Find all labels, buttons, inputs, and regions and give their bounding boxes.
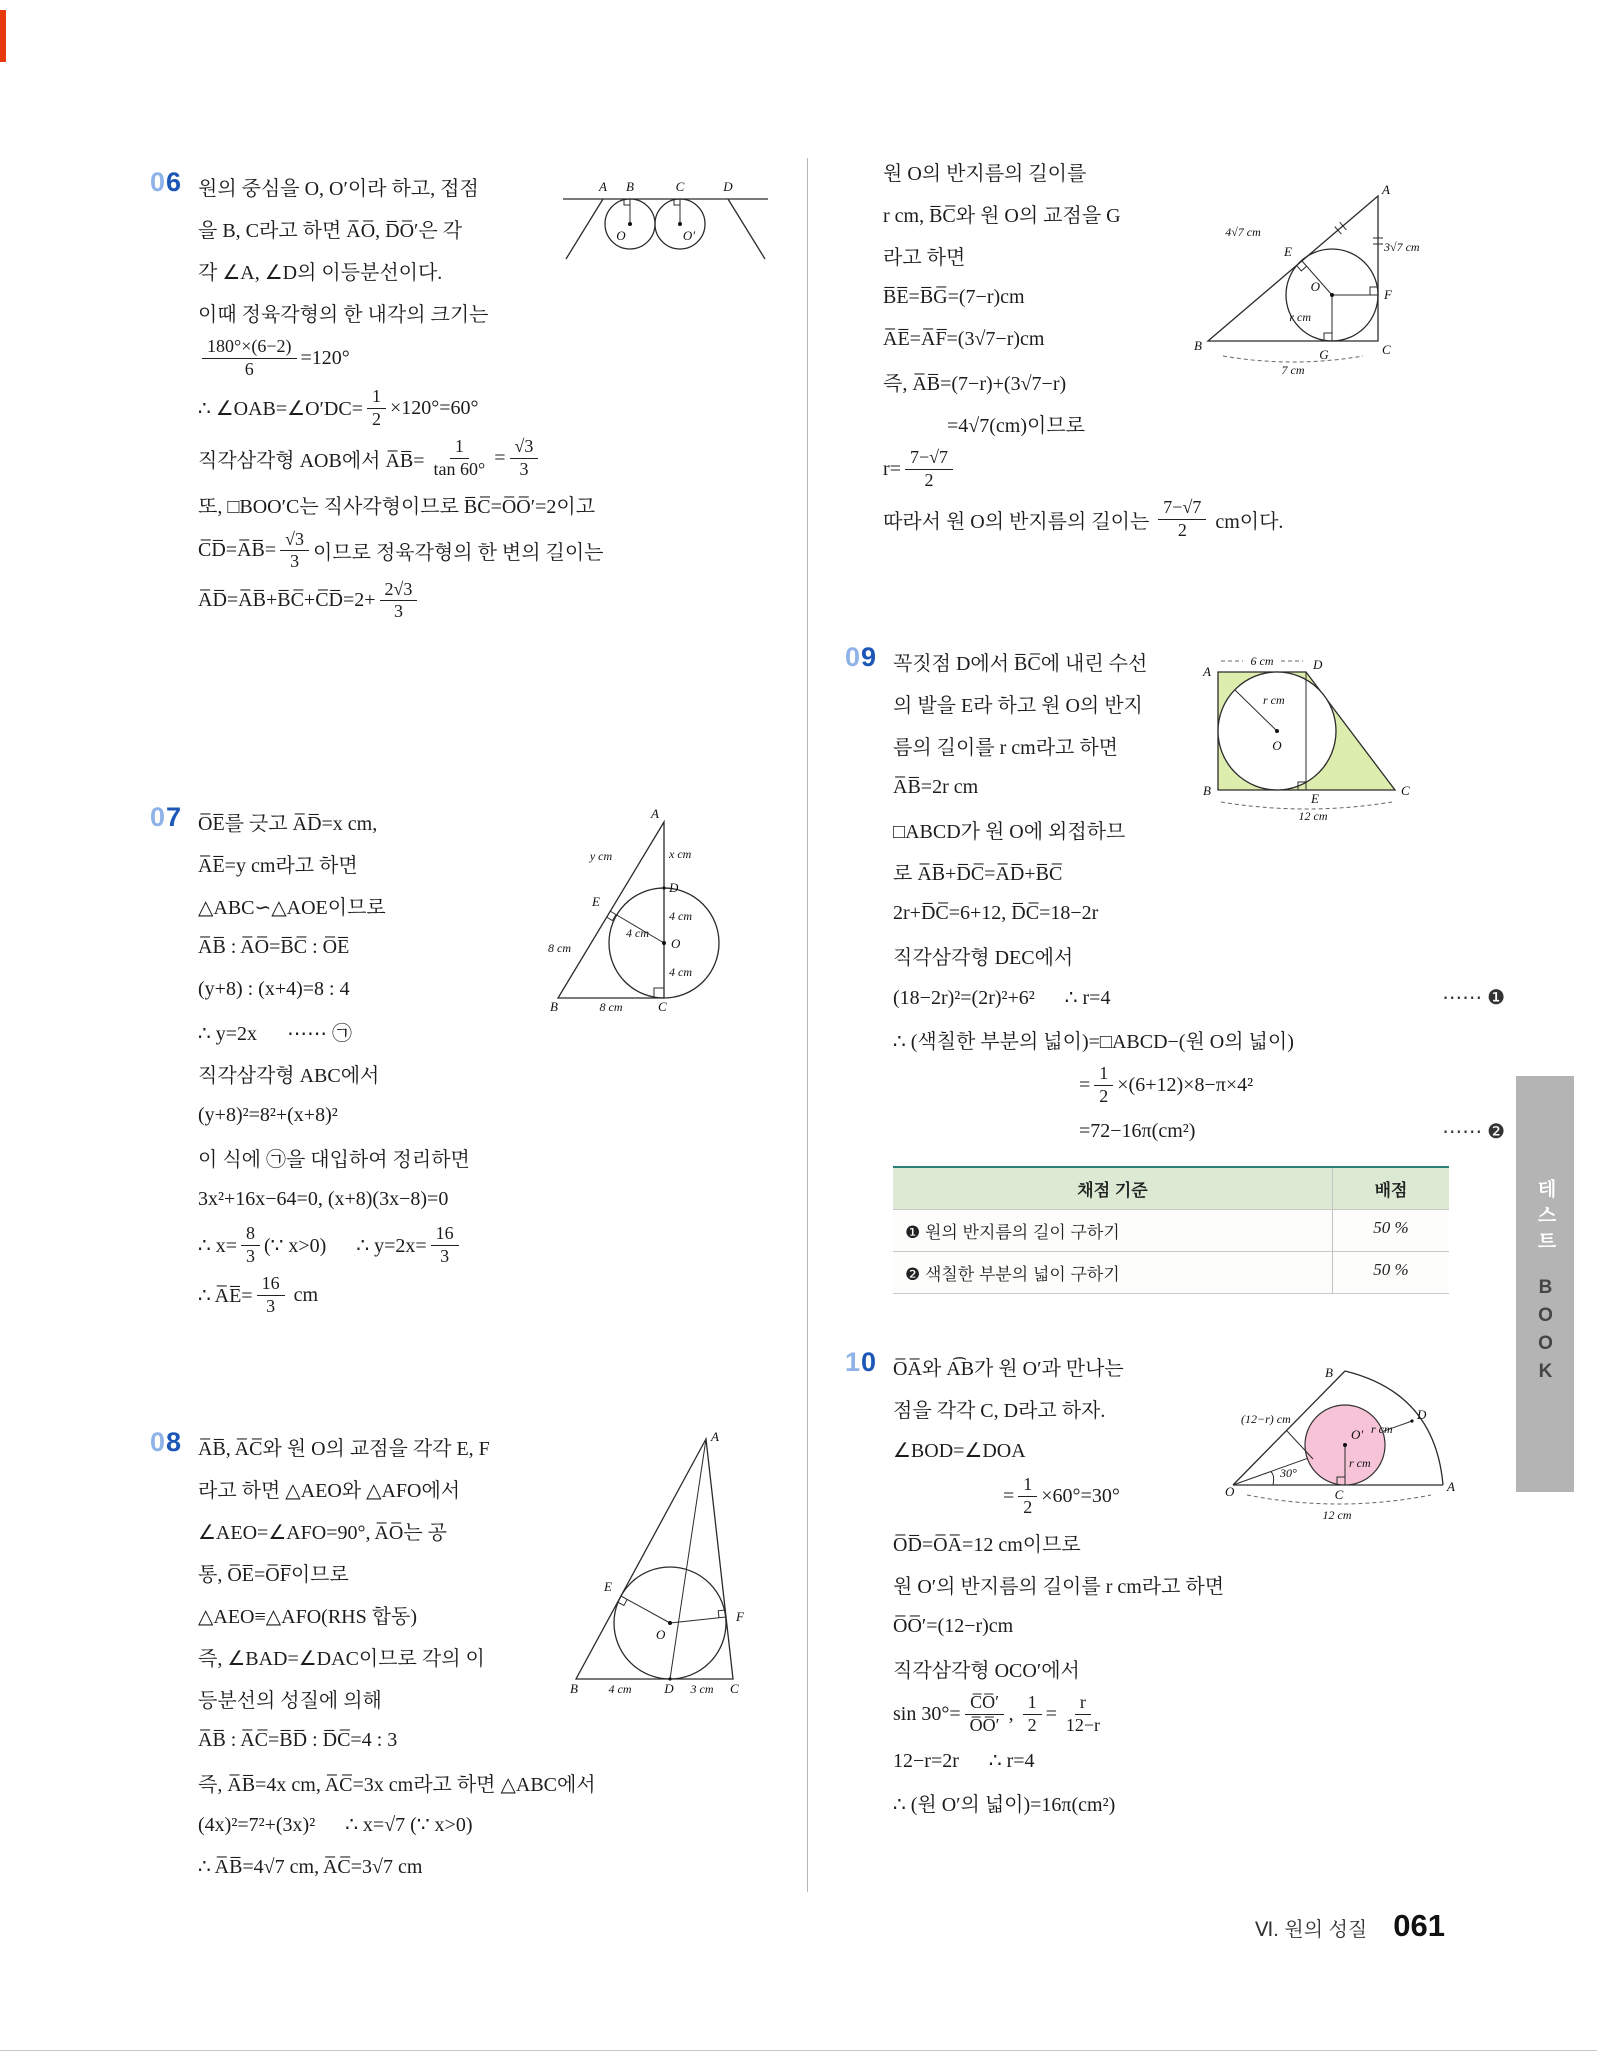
solution-line: 꼭짓점 D에서 B̅C̅에 내린 수선 [893,652,1148,675]
solution-line: = $\frac{1}{2}$ ×(6+12)×8−π×4² [1079,1063,1254,1106]
solution-line: sin 30°= $\frac{C̅O̅'}{O̅O̅'}$ , $\frac{1}{2}$ = $\frac{r}{12-r}$ [893,1689,1505,1739]
solution-line: 직각삼각형 ABC에서 [198,1064,380,1087]
problem-08-continued [845,150,1505,544]
diagram-label: F [736,1609,744,1624]
problem-number [150,167,182,198]
solution-line: A̅B̅, A̅C̅와 원 O의 교점을 각각 E, F [198,1437,490,1460]
fraction: $\frac{16}{3}$ [257,1273,285,1317]
diagram-label: E [1284,244,1292,259]
solution-line: 각 ∠A, ∠D의 이등분선이다. [198,261,443,284]
solution-line: ∴ ∠OAB=∠O′DC= $\frac{1}{2}$ ×120°=60° [198,386,479,429]
diagram-label: y cm [589,849,613,863]
diagram-label: 12 cm [1298,809,1328,823]
solution-line: 등분선의 성질에 의해 [198,1689,382,1712]
solution-line: 라고 하면 △AEO와 △AFO에서 [198,1479,461,1502]
fraction: $\frac{√3}{3}$ [510,436,539,480]
diagram-label: C [1382,342,1391,357]
solution-line: 직각삼각형 AOB에서 A̅B̅= $\frac{1}{\tan 60^\circ}$ = $\frac{√3}{3}$ [198,433,800,483]
footer-page-number: 061 [1393,1908,1445,1943]
solution-line: 을 B, C라고 하면 A̅O̅, D̅O̅′은 각 [198,219,463,242]
solution-line: 라고 하면 [883,246,966,269]
solution-line: 직각삼각형 OCO′에서 [893,1659,1080,1682]
diagram-label: 7 cm [1281,363,1305,377]
problem-number-digit: 8 [166,1427,183,1457]
solution-line: ∠AEO=∠AFO=90°, A̅O̅는 공 [198,1521,447,1544]
grading-table-header [893,1166,1449,1210]
problem-10 [845,1345,1505,1823]
grading-table-row [893,1210,1449,1252]
grading-table [893,1166,1449,1294]
problem-number-digit: 0 [150,167,167,197]
page-edge-accent [0,10,6,62]
diagram-label: O [1225,1484,1235,1499]
solution-line: 또, □BOO′C는 직사각형이므로 B̅C̅=O̅O̅′=2이고 [198,496,596,519]
solution-line: 이때 정육각형의 한 내각의 크기는 [198,303,489,326]
solution-line: =72−16π(cm²) ⋯⋯ ❷ [1079,1119,1505,1143]
solution-line: 즉, A̅B̅=4x cm, A̅C̅=3x cm라고 하면 △ABC에서 [198,1773,596,1796]
fraction: $\frac{1}{2}$ [1023,1692,1042,1736]
fraction: $\frac{1}{2}$ [1094,1063,1113,1107]
solution-line: O̅D̅=O̅A̅=12 cm이므로 [893,1533,1081,1556]
diagram-label: F [1384,287,1392,302]
problem-number [845,642,877,673]
solution-line: △AEO≡△AFO(RHS 합동) [198,1605,418,1628]
diagram-label: O [1272,738,1282,753]
diagram-label: O [616,228,626,243]
solution-line: = $\frac{1}{2}$ ×60°=30° [1003,1474,1120,1517]
diagram-label: 3 cm [690,1682,714,1696]
page-bottom-rule [0,2050,1597,2051]
page-footer [900,1908,1445,1944]
diagram-label: A [1447,1479,1455,1494]
grading-table-cell: 50 % [1332,1210,1449,1251]
diagram-label: 8 cm [599,1000,623,1014]
problem-08 [150,1425,800,1887]
diagram-label: B [1203,783,1211,798]
solution-line: (18−2r)²=(2r)²+6² ∴ r=4 ⋯⋯ ❶ [893,986,1505,1009]
diagram-10 [1225,1363,1460,1543]
solution-line: (y+8)²=8²+(x+8)² [198,1103,338,1126]
solution-line: 로 A̅B̅+D̅C̅=A̅D̅+B̅C̅ [893,862,1063,885]
fraction: $\frac{1}{2}$ [367,386,386,430]
problem-number-digit: 0 [845,642,862,672]
diagram-06 [558,169,773,269]
problem-number [150,1427,182,1458]
grading-table-header-cell: 채점 기준 [1077,1181,1148,1201]
diagram-label: C [1334,1487,1344,1502]
diagram-label: 6 cm [1250,654,1274,668]
diagram-label: B [626,179,634,194]
diagram-label: r cm [1371,1422,1393,1436]
solution-line: A̅E̅=y cm라고 하면 [198,854,358,877]
solution-line: ∴ A̅E̅= $\frac{16}{3}$ cm [198,1273,318,1316]
diagram-label: E [592,894,600,909]
diagram-label: 8 cm [548,941,571,955]
solution-line: 직각삼각형 DEC에서 [893,946,1074,969]
solution-line: 따라서 원 O의 반지름의 길이는 $\frac{7-√7}{2}$ cm이다. [883,497,1284,540]
solution-line: A̅B̅ : A̅O̅=B̅C̅ : O̅E̅ [198,935,350,958]
solution-line: 름의 길이를 r cm라고 하면 [893,736,1118,759]
fraction: $\frac{C̅O̅'}{O̅O̅'}$ [965,1692,1005,1736]
diagram-label: C [675,179,685,194]
solution-line: 원 O의 반지름의 길이를 [883,162,1087,185]
solution-line: 이 식에 ㉠을 대입하여 정리하면 [198,1148,470,1171]
diagram-07 [546,806,776,1021]
diagram-label: 4 cm [669,909,692,923]
solution-line: O̅A̅와 A͡B가 원 O′과 만나는 [893,1357,1124,1380]
diagram-label: O′ [1351,1427,1364,1442]
problem-number-digit: 1 [845,1347,862,1377]
diagram-label: D [669,880,679,895]
problem-number-digit: 0 [150,802,167,832]
problem-number-digit: 7 [166,802,183,832]
solution-line: =4√7(cm)이므로 [947,414,1085,437]
diagram-label: A [1203,664,1211,679]
diagram-label: x cm [669,847,692,861]
problem-number [150,802,182,833]
diagram-label: D [1313,657,1323,672]
diagram-label: 12 cm [1322,1508,1352,1522]
diagram-label: E [604,1579,612,1594]
diagram-label: 4 cm [669,965,692,979]
footer-section-label: Ⅵ. 원의 성질 [1254,1919,1368,1941]
side-tab-label-kr: 테스트 [1534,1179,1556,1257]
solution-line: ∴ x= $\frac{8}{3}$ (∵ x>0) ∴ y=2x= $\frac{16}{3}$ [198,1220,800,1270]
diagram-label: A [711,1429,719,1444]
solution-line: 점을 각각 C, D라고 하자. [893,1399,1106,1422]
solution-line: A̅B̅ : A̅C̅=B̅D̅ : D̅C̅=4 : 3 [198,1728,398,1751]
solution-line: r cm, B̅C̅와 원 O의 교점을 G [883,204,1121,227]
solution-line: ∴ (색칠한 부분의 넓이)=□ABCD−(원 O의 넓이) [893,1030,1294,1053]
grading-table-header-cell: 배점 [1332,1168,1449,1209]
grading-table-cell: ❶ 원의 반지름의 길이 구하기 [905,1223,1120,1243]
fraction: $\frac{16}{3}$ [431,1223,459,1267]
fraction: $\frac{1}{\tan 60^\circ}$ [433,436,486,479]
grading-table-cell: 50 % [1332,1252,1449,1293]
problem-number-digit: 0 [150,1427,167,1457]
solution-line: 통, O̅E̅=O̅F̅이므로 [198,1563,349,1586]
diagram-label: B [550,999,558,1014]
diagram-label: O [1310,279,1320,294]
column-divider [807,158,808,1892]
diagram-label: E [1311,791,1319,806]
diagram-label: C [658,999,667,1014]
side-tab [1516,1076,1574,1492]
diagram-label: A [1382,182,1390,197]
solution-line: 3x²+16x−64=0, (x+8)(3x−8)=0 [198,1187,449,1210]
grading-table-cell: ❷ 색칠한 부분의 넓이 구하기 [905,1265,1120,1285]
solution-line: 즉, A̅B̅=(7−r)+(3√7−r) [883,372,1067,395]
solution-line: □ABCD가 원 O에 외접하므 [893,820,1126,843]
solution-line: 원의 중심을 O, O′이라 하고, 접점 [198,177,479,200]
diagram-label: O [671,936,681,951]
diagram-label: C [730,1681,739,1696]
solution-line: A̅E̅=A̅F̅=(3√7−r)cm [883,327,1045,350]
solution-line: 12−r=2r ∴ r=4 [893,1749,1035,1772]
diagram-label: C [1401,783,1410,798]
diagram-label: A [599,179,607,194]
problem-number-digit: 6 [166,167,183,197]
solution-line: (y+8) : (x+4)=8 : 4 [198,977,350,1000]
diagram-08-continued [1193,166,1443,386]
problem-number-digit: 9 [861,642,878,672]
problem-number-digit: 0 [861,1347,878,1377]
diagram-label: B [570,1681,578,1696]
problem-09 [845,640,1505,1294]
side-tab-label-en: BOOK [1535,1277,1556,1389]
diagram-label: D [1417,1407,1427,1422]
diagram-label: r cm [1349,1456,1371,1470]
diagram-09 [1193,654,1438,829]
diagram-label: G [1319,347,1329,362]
solution-line: r= $\frac{7-√7}{2}$ [883,444,1505,494]
solution-line: 2r+D̅C̅=6+12, D̅C̅=18−2r [893,901,1099,924]
solution-line: A̅B̅=2r cm [893,775,979,798]
solution-line: B̅E̅=B̅G̅=(7−r)cm [883,285,1025,308]
solution-line: ∴ A̅B̅=4√7 cm, A̅C̅=3√7 cm [198,1855,423,1878]
fraction: $\frac{180^\circ\times(6-2)}{6}$ [202,336,297,380]
solution-line: O̅O̅′=(12−r)cm [893,1614,1014,1637]
fraction: $\frac{7-√7}{2}$ [1158,497,1206,541]
diagram-label: 30° [1280,1466,1297,1480]
solution-line: 원 O′의 반지름의 길이를 r cm라고 하면 [893,1575,1225,1598]
diagram-label: 4√7 cm [1225,225,1261,239]
solution-line: △ABC∽△AOE이므로 [198,896,386,919]
diagram-label: 4 cm [608,1682,632,1696]
diagram-label: O′ [682,228,696,243]
solution-line: A̅D̅=A̅B̅+B̅C̅+C̅D̅=2+ $\frac{2√3}{3}$ [198,576,800,626]
solution-line: ∠BOD=∠DOA [893,1439,1026,1462]
fraction: $\frac{7-√7}{2}$ [905,447,953,491]
diagram-label: r cm [1263,693,1285,707]
problem-07 [150,800,800,1320]
fraction: $\frac{r}{12-r}$ [1065,1692,1100,1735]
diagram-label: B [1194,338,1202,353]
fraction: $\frac{√3}{3}$ [280,529,309,573]
solution-line: 의 발을 E라 하고 원 O의 반지 [893,694,1143,717]
diagram-08 [568,1427,773,1702]
diagram-label: 4 cm [626,926,649,940]
problem-06 [150,165,800,626]
diagram-label: B [1325,1365,1333,1380]
solution-line: ∴ y=2x ⋯⋯ ㉠ [198,1022,353,1045]
diagram-label: r cm [1289,310,1311,324]
solution-line: ∴ (원 O′의 넓이)=16π(cm²) [893,1793,1116,1816]
solution-line: $\frac{180^\circ\times(6-2)}{6}$ =120° [198,333,800,383]
diagram-label: D [723,179,733,194]
fraction: $\frac{2√3}{3}$ [380,579,418,623]
grading-table-row [893,1252,1449,1294]
solution-line: C̅D̅=A̅B̅= $\frac{√3}{3}$ 이므로 정육각형의 한 변의 길이는 [198,528,604,572]
solution-line: (4x)²=7²+(3x)² ∴ x=√7 (∵ x>0) [198,1813,473,1836]
fraction: $\frac{8}{3}$ [241,1223,260,1267]
diagram-label: 3√7 cm [1384,240,1420,254]
diagram-label: (12−r) cm [1241,1412,1291,1426]
solution-line: 즉, ∠BAD=∠DAC이므로 각의 이 [198,1647,485,1670]
problem-number [845,1347,877,1378]
fraction: $\frac{1}{2}$ [1018,1474,1037,1518]
diagram-label: O [656,1627,666,1642]
diagram-label: A [651,806,659,821]
diagram-label: D [664,1681,674,1696]
solution-line: O̅E̅를 긋고 A̅D̅=x cm, [198,812,378,835]
